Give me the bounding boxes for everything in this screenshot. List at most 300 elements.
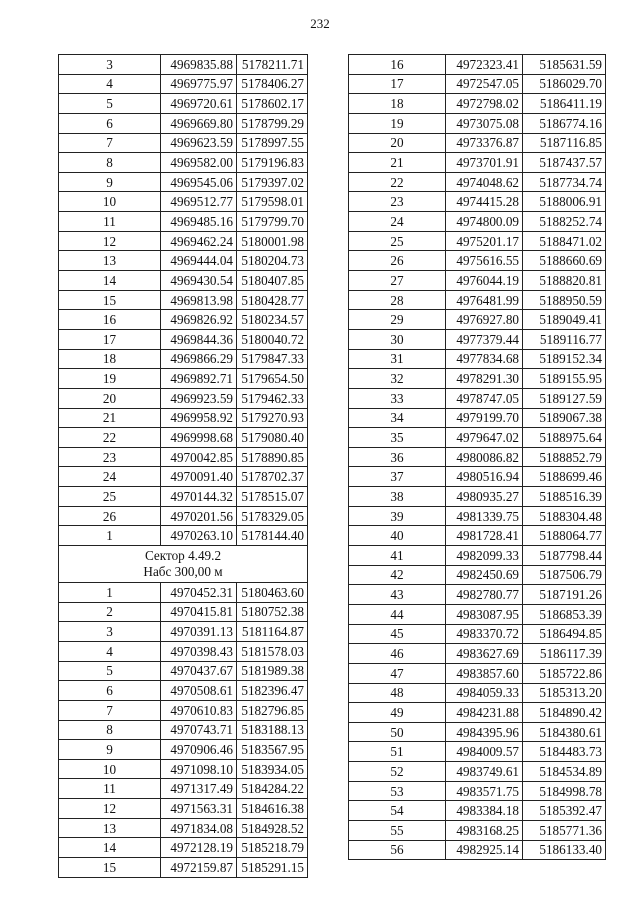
coord-x: 4969866.29	[161, 349, 237, 369]
table-row	[59, 172, 308, 192]
coord-y: 5189155.95	[523, 369, 606, 389]
point-number: 33	[349, 388, 446, 408]
coord-y: 5185313.20	[523, 683, 606, 703]
coord-y: 5182396.47	[237, 681, 308, 701]
coord-x: 4969775.97	[161, 74, 237, 94]
table-row	[59, 661, 308, 681]
table-row	[59, 740, 308, 760]
point-number: 21	[59, 408, 161, 428]
section-buffer: Набс 300,00 м	[143, 564, 223, 580]
table-row	[349, 467, 606, 487]
point-number: 24	[59, 467, 161, 487]
table-row	[59, 526, 308, 546]
point-number: 53	[349, 781, 446, 801]
point-number: 36	[349, 447, 446, 467]
point-number: 38	[349, 487, 446, 507]
point-number: 34	[349, 408, 446, 428]
point-number: 4	[59, 74, 161, 94]
table-row	[59, 759, 308, 779]
table-row	[59, 251, 308, 271]
coord-x: 4981339.75	[446, 506, 523, 526]
coord-x: 4969844.36	[161, 329, 237, 349]
coord-y: 5188516.39	[523, 487, 606, 507]
table-row	[349, 624, 606, 644]
point-number: 54	[349, 801, 446, 821]
table-row	[59, 388, 308, 408]
coord-x: 4970042.85	[161, 447, 237, 467]
coord-y: 5186029.70	[523, 74, 606, 94]
coord-y: 5186411.19	[523, 94, 606, 114]
coord-y: 5183188.13	[237, 720, 308, 740]
coord-x: 4980935.27	[446, 487, 523, 507]
table-row	[349, 251, 606, 271]
coord-y: 5187734.74	[523, 172, 606, 192]
point-number: 28	[349, 290, 446, 310]
point-number: 39	[349, 506, 446, 526]
coord-x: 4969485.16	[161, 212, 237, 232]
point-number: 17	[349, 74, 446, 94]
table-row	[349, 113, 606, 133]
table-row	[349, 565, 606, 585]
coord-y: 5178211.71	[237, 55, 308, 75]
coord-x: 4974800.09	[446, 212, 523, 232]
point-number: 15	[59, 290, 161, 310]
coord-x: 4972128.19	[161, 838, 237, 858]
coord-y: 5189152.34	[523, 349, 606, 369]
point-number: 14	[59, 271, 161, 291]
coord-x: 4969444.04	[161, 251, 237, 271]
point-number: 9	[59, 740, 161, 760]
table-row	[59, 799, 308, 819]
coord-y: 5188699.46	[523, 467, 606, 487]
coord-y: 5186117.39	[523, 644, 606, 664]
table-row	[59, 583, 308, 603]
coord-x: 4969512.77	[161, 192, 237, 212]
coord-x: 4973701.91	[446, 153, 523, 173]
point-number: 44	[349, 604, 446, 624]
point-number: 26	[59, 506, 161, 526]
coord-y: 5178997.55	[237, 133, 308, 153]
coord-y: 5180463.60	[237, 583, 308, 603]
table-row	[59, 681, 308, 701]
coord-x: 4971317.49	[161, 779, 237, 799]
coord-y: 5186494.85	[523, 624, 606, 644]
table-row	[349, 546, 606, 566]
coord-x: 4983370.72	[446, 624, 523, 644]
point-number: 47	[349, 663, 446, 683]
table-row	[59, 310, 308, 330]
coord-y: 5179080.40	[237, 428, 308, 448]
coord-y: 5188064.77	[523, 526, 606, 546]
table-row	[349, 663, 606, 683]
table-row	[59, 133, 308, 153]
table-row	[59, 506, 308, 526]
point-number: 14	[59, 838, 161, 858]
coordinates-table-right	[348, 54, 606, 860]
point-number: 7	[59, 133, 161, 153]
coord-y: 5187506.79	[523, 565, 606, 585]
table-row	[59, 641, 308, 661]
table-row	[349, 428, 606, 448]
coord-y: 5181164.87	[237, 622, 308, 642]
table-row	[59, 329, 308, 349]
coord-x: 4978291.30	[446, 369, 523, 389]
table-row	[349, 722, 606, 742]
point-number: 7	[59, 700, 161, 720]
table-row	[59, 408, 308, 428]
coord-y: 5184890.42	[523, 703, 606, 723]
table-row	[349, 369, 606, 389]
point-number: 22	[349, 172, 446, 192]
coord-y: 5185631.59	[523, 55, 606, 75]
coord-x: 4970906.46	[161, 740, 237, 760]
table-row	[59, 467, 308, 487]
table-row	[59, 447, 308, 467]
coord-x: 4983627.69	[446, 644, 523, 664]
table-row	[59, 838, 308, 858]
point-number: 25	[349, 231, 446, 251]
coord-x: 4969623.59	[161, 133, 237, 153]
point-number: 9	[59, 172, 161, 192]
table-row	[349, 644, 606, 664]
table-row	[59, 113, 308, 133]
point-number: 27	[349, 271, 446, 291]
coord-y: 5179847.33	[237, 349, 308, 369]
section-header-row	[59, 546, 308, 583]
coord-x: 4969826.92	[161, 310, 237, 330]
coord-y: 5180407.85	[237, 271, 308, 291]
coord-y: 5189127.59	[523, 388, 606, 408]
coord-y: 5186774.16	[523, 113, 606, 133]
table-row	[349, 683, 606, 703]
table-row	[349, 762, 606, 782]
table-row	[349, 133, 606, 153]
coord-y: 5179598.01	[237, 192, 308, 212]
coord-y: 5182796.85	[237, 700, 308, 720]
point-number: 50	[349, 722, 446, 742]
point-number: 19	[59, 369, 161, 389]
section-title: Сектор 4.49.2	[144, 548, 222, 564]
coord-x: 4970391.13	[161, 622, 237, 642]
point-number: 49	[349, 703, 446, 723]
coord-x: 4970508.61	[161, 681, 237, 701]
coord-x: 4972323.41	[446, 55, 523, 75]
coord-x: 4969998.68	[161, 428, 237, 448]
coord-x: 4983571.75	[446, 781, 523, 801]
table-row	[349, 310, 606, 330]
coord-x: 4977834.68	[446, 349, 523, 369]
table-row	[59, 55, 308, 75]
coord-x: 4975616.55	[446, 251, 523, 271]
table-row	[59, 349, 308, 369]
coord-y: 5187437.57	[523, 153, 606, 173]
point-number: 32	[349, 369, 446, 389]
coord-x: 4970398.43	[161, 641, 237, 661]
coord-x: 4982780.77	[446, 585, 523, 605]
coord-y: 5179270.93	[237, 408, 308, 428]
table-row	[349, 55, 606, 75]
table-row	[349, 742, 606, 762]
coord-y: 5183567.95	[237, 740, 308, 760]
coord-x: 4972798.02	[446, 94, 523, 114]
table-row	[349, 329, 606, 349]
coord-y: 5178329.05	[237, 506, 308, 526]
coord-y: 5180040.72	[237, 329, 308, 349]
table-row	[349, 172, 606, 192]
coord-y: 5188471.02	[523, 231, 606, 251]
point-number: 6	[59, 113, 161, 133]
coord-y: 5185218.79	[237, 838, 308, 858]
point-number: 42	[349, 565, 446, 585]
coord-x: 4976044.19	[446, 271, 523, 291]
point-number: 4	[59, 641, 161, 661]
coordinates-table-left	[58, 54, 308, 878]
coord-x: 4982925.14	[446, 840, 523, 860]
coord-y: 5184928.52	[237, 818, 308, 838]
table-row	[59, 622, 308, 642]
point-number: 48	[349, 683, 446, 703]
right-table-body	[349, 55, 606, 860]
table-row	[349, 487, 606, 507]
coord-y: 5188950.59	[523, 290, 606, 310]
point-number: 10	[59, 192, 161, 212]
table-row	[349, 526, 606, 546]
coord-y: 5184534.89	[523, 762, 606, 782]
coord-y: 5180234.57	[237, 310, 308, 330]
coord-x: 4971563.31	[161, 799, 237, 819]
coord-x: 4984009.57	[446, 742, 523, 762]
coord-x: 4982099.33	[446, 546, 523, 566]
table-row	[59, 487, 308, 507]
coord-x: 4969835.88	[161, 55, 237, 75]
coord-y: 5179397.02	[237, 172, 308, 192]
coord-y: 5186853.39	[523, 604, 606, 624]
table-row	[59, 700, 308, 720]
table-row	[349, 290, 606, 310]
point-number: 8	[59, 720, 161, 740]
coord-y: 5180204.73	[237, 251, 308, 271]
coord-y: 5187116.85	[523, 133, 606, 153]
coord-x: 4981728.41	[446, 526, 523, 546]
coord-x: 4983749.61	[446, 762, 523, 782]
table-row	[349, 585, 606, 605]
coord-x: 4979647.02	[446, 428, 523, 448]
coord-y: 5178702.37	[237, 467, 308, 487]
coord-x: 4976481.99	[446, 290, 523, 310]
coord-y: 5185392.47	[523, 801, 606, 821]
coord-x: 4969813.98	[161, 290, 237, 310]
point-number: 21	[349, 153, 446, 173]
point-number: 16	[59, 310, 161, 330]
point-number: 19	[349, 113, 446, 133]
table-row	[349, 703, 606, 723]
table-row	[349, 781, 606, 801]
point-number: 15	[59, 857, 161, 877]
table-row	[349, 506, 606, 526]
coord-y: 5186133.40	[523, 840, 606, 860]
coord-x: 4971098.10	[161, 759, 237, 779]
point-number: 20	[349, 133, 446, 153]
coord-x: 4969430.54	[161, 271, 237, 291]
left-table-body-before	[59, 55, 308, 546]
point-number: 12	[59, 231, 161, 251]
section-header-group	[59, 546, 308, 583]
table-row	[349, 604, 606, 624]
point-number: 24	[349, 212, 446, 232]
section-header	[59, 546, 308, 583]
coord-x: 4970437.67	[161, 661, 237, 681]
coord-y: 5188660.69	[523, 251, 606, 271]
coord-x: 4974048.62	[446, 172, 523, 192]
point-number: 13	[59, 818, 161, 838]
table-row	[349, 212, 606, 232]
coord-x: 4969892.71	[161, 369, 237, 389]
point-number: 31	[349, 349, 446, 369]
coord-x: 4969720.61	[161, 94, 237, 114]
point-number: 26	[349, 251, 446, 271]
coord-x: 4969669.80	[161, 113, 237, 133]
coord-y: 5180428.77	[237, 290, 308, 310]
coord-x: 4983384.18	[446, 801, 523, 821]
coord-x: 4975201.17	[446, 231, 523, 251]
point-number: 1	[59, 583, 161, 603]
coord-x: 4984395.96	[446, 722, 523, 742]
table-row	[59, 779, 308, 799]
point-number: 37	[349, 467, 446, 487]
point-number: 8	[59, 153, 161, 173]
point-number: 5	[59, 94, 161, 114]
coord-y: 5185722.86	[523, 663, 606, 683]
coord-x: 4969923.59	[161, 388, 237, 408]
table-row	[349, 801, 606, 821]
coord-x: 4970452.31	[161, 583, 237, 603]
point-number: 56	[349, 840, 446, 860]
coord-y: 5179462.33	[237, 388, 308, 408]
point-number: 13	[59, 251, 161, 271]
table-row	[349, 388, 606, 408]
coord-x: 4984231.88	[446, 703, 523, 723]
table-row	[59, 290, 308, 310]
coord-x: 4983087.95	[446, 604, 523, 624]
point-number: 46	[349, 644, 446, 664]
table-row	[349, 349, 606, 369]
point-number: 16	[349, 55, 446, 75]
coord-y: 5183934.05	[237, 759, 308, 779]
coord-y: 5189067.38	[523, 408, 606, 428]
coord-x: 4972547.05	[446, 74, 523, 94]
coord-y: 5188304.48	[523, 506, 606, 526]
coord-x: 4970415.81	[161, 602, 237, 622]
coord-x: 4972159.87	[161, 857, 237, 877]
coord-x: 4970201.56	[161, 506, 237, 526]
coord-x: 4969462.24	[161, 231, 237, 251]
table-row	[59, 720, 308, 740]
coord-y: 5184483.73	[523, 742, 606, 762]
table-row	[59, 602, 308, 622]
table-row	[59, 369, 308, 389]
table-row	[59, 192, 308, 212]
coord-y: 5188252.74	[523, 212, 606, 232]
coord-y: 5189116.77	[523, 329, 606, 349]
table-row	[349, 408, 606, 428]
point-number: 1	[59, 526, 161, 546]
point-number: 22	[59, 428, 161, 448]
coord-x: 4977379.44	[446, 329, 523, 349]
coord-x: 4978747.05	[446, 388, 523, 408]
coord-x: 4983168.25	[446, 820, 523, 840]
coord-x: 4973075.08	[446, 113, 523, 133]
point-number: 25	[59, 487, 161, 507]
coord-x: 4971834.08	[161, 818, 237, 838]
point-number: 43	[349, 585, 446, 605]
point-number: 40	[349, 526, 446, 546]
page-number: 232	[310, 16, 330, 31]
coord-y: 5187191.26	[523, 585, 606, 605]
table-row	[349, 74, 606, 94]
coord-y: 5178515.07	[237, 487, 308, 507]
coord-x: 4970144.32	[161, 487, 237, 507]
point-number: 2	[59, 602, 161, 622]
table-row	[59, 153, 308, 173]
table-row	[59, 212, 308, 232]
table-row	[349, 153, 606, 173]
point-number: 12	[59, 799, 161, 819]
coord-x: 4982450.69	[446, 565, 523, 585]
coord-y: 5189049.41	[523, 310, 606, 330]
table-row	[59, 271, 308, 291]
coord-x: 4974415.28	[446, 192, 523, 212]
point-number: 20	[59, 388, 161, 408]
table-row	[349, 94, 606, 114]
point-number: 3	[59, 55, 161, 75]
coord-y: 5185291.15	[237, 857, 308, 877]
coord-y: 5178799.29	[237, 113, 308, 133]
coord-y: 5184998.78	[523, 781, 606, 801]
point-number: 23	[59, 447, 161, 467]
table-row	[59, 231, 308, 251]
coord-x: 4970263.10	[161, 526, 237, 546]
coord-y: 5179196.83	[237, 153, 308, 173]
coord-y: 5184380.61	[523, 722, 606, 742]
coord-y: 5188006.91	[523, 192, 606, 212]
coord-x: 4970610.83	[161, 700, 237, 720]
point-number: 29	[349, 310, 446, 330]
table-row	[59, 74, 308, 94]
coord-y: 5179799.70	[237, 212, 308, 232]
point-number: 23	[349, 192, 446, 212]
coord-y: 5187798.44	[523, 546, 606, 566]
point-number: 35	[349, 428, 446, 448]
coord-y: 5178406.27	[237, 74, 308, 94]
coord-y: 5188852.79	[523, 447, 606, 467]
table-row	[59, 818, 308, 838]
coord-y: 5185771.36	[523, 820, 606, 840]
coord-y: 5178144.40	[237, 526, 308, 546]
point-number: 3	[59, 622, 161, 642]
coord-x: 4973376.87	[446, 133, 523, 153]
point-number: 55	[349, 820, 446, 840]
coord-y: 5181989.38	[237, 661, 308, 681]
coord-y: 5178890.85	[237, 447, 308, 467]
table-row	[349, 840, 606, 860]
table-row	[349, 271, 606, 291]
point-number: 17	[59, 329, 161, 349]
coord-x: 4970091.40	[161, 467, 237, 487]
coord-y: 5179654.50	[237, 369, 308, 389]
point-number: 18	[59, 349, 161, 369]
point-number: 11	[59, 779, 161, 799]
point-number: 45	[349, 624, 446, 644]
